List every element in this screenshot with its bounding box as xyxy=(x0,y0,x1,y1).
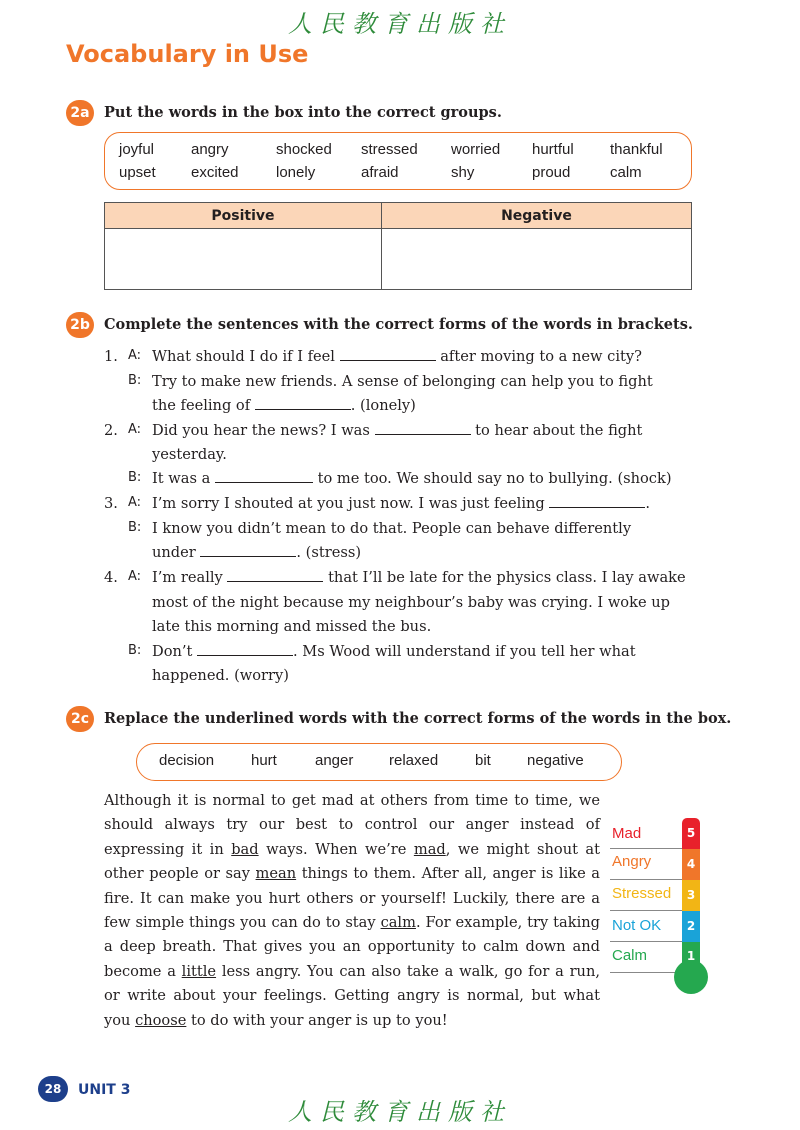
instruction-2c: Replace the underlined words with the correct forms of the words in the box. xyxy=(104,710,732,727)
word-item: worried xyxy=(451,141,501,158)
answer-blank[interactable] xyxy=(197,644,293,656)
sentence-text: to hear about the fight xyxy=(475,422,643,439)
answer-blank[interactable] xyxy=(375,423,471,435)
speaker-label: B: xyxy=(128,520,142,535)
speaker-label: B: xyxy=(128,643,142,658)
speaker-label: B: xyxy=(128,373,142,388)
word-item: anger xyxy=(315,752,354,769)
publisher-logo-bottom: 人民教育出版社 xyxy=(288,1098,512,1126)
reading-passage xyxy=(104,789,600,1033)
meter-divider xyxy=(610,910,682,911)
underlined-word: calm xyxy=(380,914,416,932)
speaker-label: B: xyxy=(128,470,142,485)
sentence-text: . Ms Wood will understand if you tell her what xyxy=(293,643,636,660)
word-item: thankful xyxy=(610,141,663,158)
word-item: lonely xyxy=(276,164,316,181)
passage-text: to do with your anger is up to you! xyxy=(186,1011,448,1029)
word-item: shocked xyxy=(276,141,332,158)
positive-answer-cell[interactable] xyxy=(105,229,382,290)
answer-blank[interactable] xyxy=(255,398,351,410)
sentence-text: after moving to a new city? xyxy=(440,348,642,365)
word-item: decision xyxy=(159,752,215,769)
sentence-text: happened. (worry) xyxy=(152,667,289,684)
word-box-2c xyxy=(136,743,622,781)
underlined-word: mean xyxy=(255,865,297,883)
meter-divider xyxy=(610,848,682,849)
passage-text: ways. When we’re xyxy=(258,840,414,858)
exercise-badge-2b: 2b xyxy=(66,312,94,338)
word-item: excited xyxy=(191,164,239,181)
exercise-badge-2c: 2c xyxy=(66,706,94,732)
page-number: 28 xyxy=(38,1076,68,1102)
passage-text: things to them. After all, anger is like a fire. It can make you hurt others or yourself! Luckily, there are a few simple things you can do to stay xyxy=(104,865,600,932)
passage-text: , we might shout at other people or say xyxy=(104,840,600,883)
word-item: hurt xyxy=(251,752,277,769)
word-item: calm xyxy=(610,164,642,181)
sentence-text: It was a xyxy=(152,470,211,487)
meter-level-4: 4 xyxy=(682,849,700,880)
question-number: 3. xyxy=(104,495,118,512)
meter-label-calm: Calm xyxy=(612,947,648,964)
word-box-2a xyxy=(104,132,692,190)
underlined-word: little xyxy=(181,962,217,980)
word-item: relaxed xyxy=(389,752,439,769)
passage-text: less angry. You can also take a walk, go for a run, or write about your feelings. Getting angry is normal, but what you xyxy=(104,962,600,1029)
unit-label: UNIT 3 xyxy=(78,1082,131,1098)
sentence-text: . (stress) xyxy=(296,544,362,561)
sentence-text: I’m sorry I shouted at you just now. I was just feeling xyxy=(152,495,545,512)
word-item: upset xyxy=(119,164,156,181)
underlined-word: choose xyxy=(135,1011,187,1029)
sentence-text: late this morning and missed the bus. xyxy=(152,618,432,635)
sentence-text: I know you didn’t mean to do that. People can behave differently xyxy=(152,520,632,537)
word-item: hurtful xyxy=(532,141,574,158)
sentence-text: yesterday. xyxy=(152,446,227,463)
sentence-text: Did you hear the news? I was xyxy=(152,422,370,439)
sentence-text: I’m really xyxy=(152,569,223,586)
answer-blank[interactable] xyxy=(215,471,313,483)
sentence-text: Try to make new friends. A sense of belonging can help you to fight xyxy=(152,373,653,390)
meter-divider xyxy=(610,972,682,973)
answer-blank[interactable] xyxy=(340,349,436,361)
sentence-text: the feeling of xyxy=(152,397,251,414)
passage-text: . For example, try taking a deep breath. That gives you an opportunity to calm down and become a xyxy=(104,914,600,980)
answer-blank[interactable] xyxy=(227,570,323,582)
word-item: stressed xyxy=(361,141,418,158)
meter-level-1: 1 xyxy=(682,942,700,970)
speaker-label: A: xyxy=(128,348,142,363)
word-item: bit xyxy=(475,752,491,769)
sentence-text: that I’ll be late for the physics class. I lay awake xyxy=(328,569,686,586)
table-header-negative: Negative xyxy=(381,203,691,229)
answer-blank[interactable] xyxy=(200,545,296,557)
page-title: Vocabulary in Use xyxy=(66,40,309,68)
word-item: shy xyxy=(451,164,475,181)
groups-table xyxy=(104,202,692,290)
exercise-badge-2a: 2a xyxy=(66,100,94,126)
question-number: 4. xyxy=(104,569,118,586)
question-number: 1. xyxy=(104,348,118,365)
word-item: angry xyxy=(191,141,229,158)
meter-label-mad: Mad xyxy=(612,825,642,842)
sentence-text: Don’t xyxy=(152,643,193,660)
word-item: proud xyxy=(532,164,571,181)
sentence-text: . (lonely) xyxy=(350,397,416,414)
meter-level-3: 3 xyxy=(682,880,700,911)
meter-label-angry: Angry xyxy=(612,853,652,870)
meter-label-not-ok: Not OK xyxy=(612,917,662,934)
meter-divider xyxy=(610,941,682,942)
negative-answer-cell[interactable] xyxy=(381,229,691,290)
speaker-label: A: xyxy=(128,569,142,584)
meter-level-5: 5 xyxy=(682,818,700,849)
sentence-text: most of the night because my neighbour’s baby was crying. I woke up xyxy=(152,594,670,611)
word-item: joyful xyxy=(119,141,155,158)
sentence-text: to me too. We should say no to bullying. (shock) xyxy=(317,470,672,487)
publisher-logo-top: 人民教育出版社 xyxy=(288,10,512,38)
speaker-label: A: xyxy=(128,495,142,510)
word-item: negative xyxy=(527,752,584,769)
underlined-word: mad xyxy=(413,840,446,858)
answer-blank[interactable] xyxy=(549,496,645,508)
underlined-word: bad xyxy=(231,840,259,858)
instruction-2a: Put the words in the box into the correct groups. xyxy=(104,104,502,121)
table-header-positive: Positive xyxy=(105,203,382,229)
speaker-label: A: xyxy=(128,422,142,437)
meter-label-stressed: Stressed xyxy=(612,885,672,902)
passage-text: Although it is normal to get mad at others from time to time, we should always try our best to control our anger instead of expressing it in xyxy=(104,792,600,858)
instruction-2b: Complete the sentences with the correct forms of the words in brackets. xyxy=(104,316,693,333)
meter-level-2: 2 xyxy=(682,911,700,942)
sentence-text: . xyxy=(645,495,651,512)
word-item: afraid xyxy=(361,164,399,181)
question-number: 2. xyxy=(104,422,118,439)
sentence-text: What should I do if I feel xyxy=(152,348,335,365)
meter-divider xyxy=(610,879,682,880)
sentence-text: under xyxy=(152,544,196,561)
